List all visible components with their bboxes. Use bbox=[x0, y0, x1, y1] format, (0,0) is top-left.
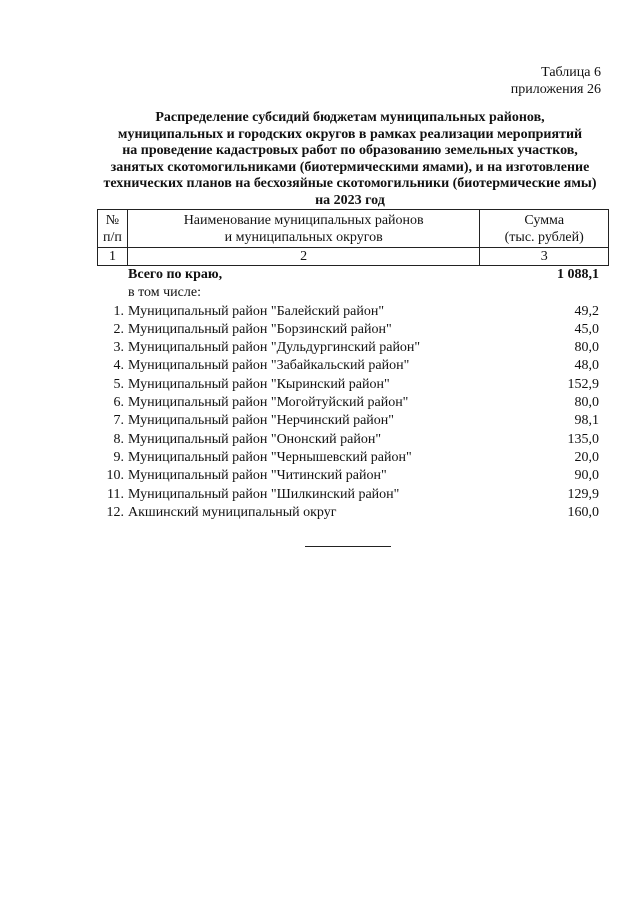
title-line: на проведение кадастровых работ по образованию земельных участков, bbox=[122, 143, 578, 159]
row-name: Муниципальный район "Чернышевский район" bbox=[128, 449, 412, 465]
column-number: 1 bbox=[98, 248, 128, 266]
table-row bbox=[97, 467, 609, 485]
column-number: 3 bbox=[480, 248, 609, 266]
row-number: 5. bbox=[113, 376, 124, 392]
row-number: 8. bbox=[113, 431, 124, 447]
table-number: Таблица 6 bbox=[541, 65, 601, 80]
header-name bbox=[127, 210, 480, 248]
row-number: 9. bbox=[113, 449, 124, 465]
title-line: на 2023 год bbox=[315, 192, 385, 208]
row-value: 98,1 bbox=[574, 413, 599, 429]
header-sum-line2: (тыс. рублей) bbox=[504, 229, 584, 245]
row-number: 6. bbox=[113, 395, 124, 411]
row-value: 160,0 bbox=[567, 504, 599, 520]
column-number-row bbox=[98, 248, 609, 266]
title-line: технических планов на бесхозяйные скотомогильники (биотермические ямы) bbox=[103, 176, 597, 192]
row-value: 129,9 bbox=[567, 486, 599, 502]
title-line: Распределение субсидий бюджетам муниципальных районов, bbox=[155, 110, 545, 125]
header-sum bbox=[480, 210, 609, 248]
table-row bbox=[97, 376, 609, 394]
title-line: занятых скотомогильниками (биотермическими ямами), и на изготовление bbox=[110, 159, 590, 175]
appendix-number: приложения 26 bbox=[510, 82, 601, 97]
row-number: 12. bbox=[106, 504, 124, 520]
header-name-line1: Наименование муниципальных районов bbox=[183, 212, 424, 228]
table-row bbox=[97, 357, 609, 375]
table-row bbox=[97, 321, 609, 339]
row-name: Муниципальный район "Дульдургинский район" bbox=[128, 340, 421, 356]
total-value: 1 088,1 bbox=[557, 267, 599, 282]
row-name: Муниципальный район "Борзинский район" bbox=[128, 321, 392, 337]
row-value: 45,0 bbox=[574, 321, 599, 337]
row-value: 80,0 bbox=[574, 395, 599, 411]
table-row bbox=[97, 449, 609, 467]
title-line: муниципальных и городских округов в рамках реализации мероприятий bbox=[117, 126, 583, 142]
row-name: Акшинский муниципальный округ bbox=[128, 504, 337, 520]
row-value: 80,0 bbox=[574, 340, 599, 356]
row-name: Муниципальный район "Кыринский район" bbox=[128, 376, 390, 392]
subtotal-label-row bbox=[97, 284, 609, 302]
row-name: Муниципальный район "Забайкальский район" bbox=[128, 358, 410, 374]
row-value: 90,0 bbox=[574, 468, 599, 484]
table-reference bbox=[511, 64, 601, 98]
row-value: 135,0 bbox=[567, 431, 599, 447]
table-row bbox=[97, 431, 609, 449]
row-name: Муниципальный район "Балейский район" bbox=[128, 303, 385, 319]
row-number: 11. bbox=[107, 486, 124, 502]
subtotal-label: в том числе: bbox=[128, 285, 201, 301]
row-number: 4. bbox=[113, 358, 124, 374]
table-row bbox=[97, 394, 609, 412]
header-number-line1: № bbox=[105, 212, 120, 228]
table-row bbox=[97, 504, 609, 522]
row-value: 152,9 bbox=[567, 376, 599, 392]
row-number: 10. bbox=[106, 468, 124, 484]
header-sum-line1: Сумма bbox=[524, 212, 565, 228]
table-header-grid bbox=[97, 209, 609, 266]
table-row bbox=[97, 303, 609, 321]
header-number-line2: п/п bbox=[103, 229, 122, 245]
table-row bbox=[97, 486, 609, 504]
table-row bbox=[97, 412, 609, 430]
row-number: 1. bbox=[113, 303, 124, 319]
row-value: 20,0 bbox=[574, 449, 599, 465]
row-name: Муниципальный район "Могойтуйский район" bbox=[128, 395, 409, 411]
row-list bbox=[97, 303, 609, 523]
header-name-line2: и муниципальных округов bbox=[224, 229, 383, 245]
total-label: Всего по краю, bbox=[128, 267, 223, 282]
row-number: 3. bbox=[113, 340, 124, 356]
row-number: 2. bbox=[113, 321, 124, 337]
header-number bbox=[98, 210, 128, 248]
header-row bbox=[98, 210, 609, 248]
row-name: Муниципальный район "Ононский район" bbox=[128, 431, 382, 447]
row-value: 49,2 bbox=[574, 303, 599, 319]
total-row bbox=[97, 266, 609, 284]
row-name: Муниципальный район "Нерчинский район" bbox=[128, 413, 394, 429]
row-name: Муниципальный район "Шилкинский район" bbox=[128, 486, 400, 502]
end-rule bbox=[305, 546, 391, 547]
table-body bbox=[97, 266, 609, 522]
row-value: 48,0 bbox=[574, 358, 599, 374]
table-row bbox=[97, 339, 609, 357]
column-number: 2 bbox=[127, 248, 480, 266]
row-number: 7. bbox=[113, 413, 124, 429]
row-name: Муниципальный район "Читинский район" bbox=[128, 468, 387, 484]
document-title bbox=[90, 110, 610, 210]
